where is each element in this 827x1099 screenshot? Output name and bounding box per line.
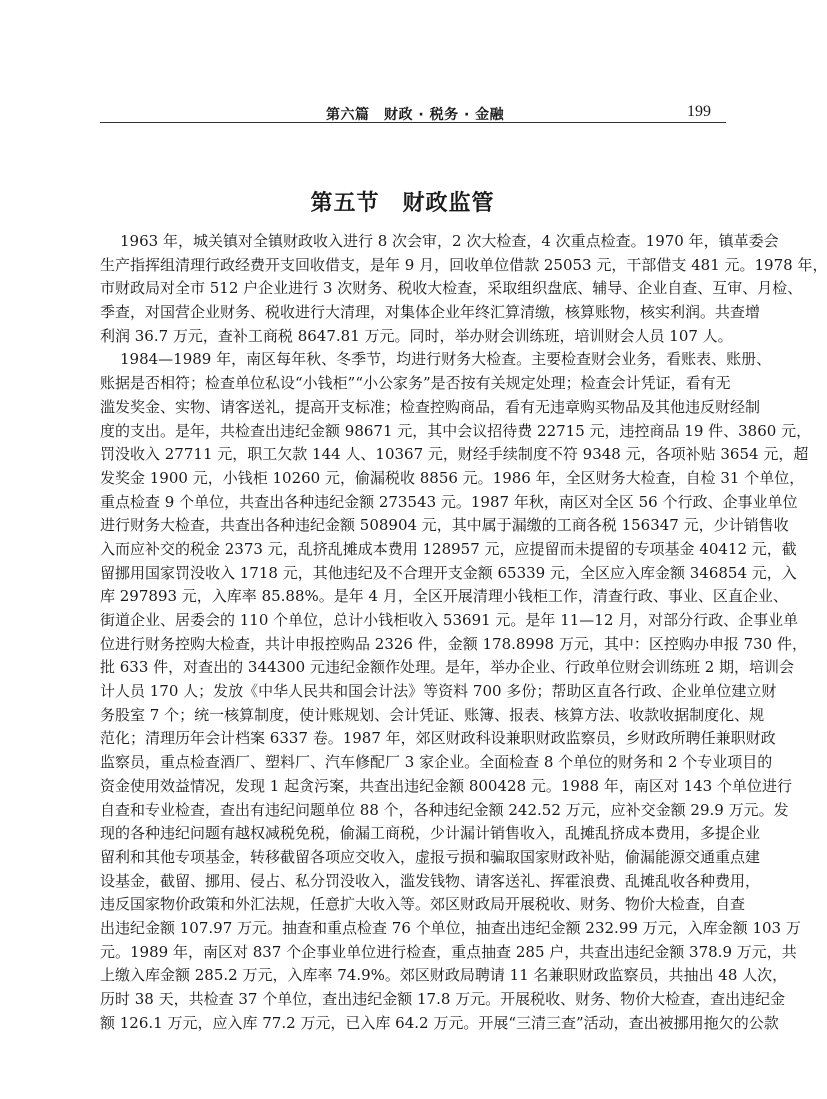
text-line: 违反国家物价政策和外汇法规，任意扩大收入等。郊区财政局开展税收、财务、物价大检查，自查 [100, 895, 746, 914]
text-line: 重点检查 9 个单位，共查出各种违纪金额 273543 元。1987 年秋，南区对全区 56 个行政、企事业单位 [100, 492, 798, 511]
paragraph [100, 230, 827, 348]
text-line: 市财政局对全市 512 户企业进行 3 次财务、税收大检查，采取组织盘底、辅导、企业自查、互审、月检、 [100, 279, 803, 298]
text-line: 留挪用国家罚没收入 1718 元，其他违纪及不合理开支金额 65339 元，全区应入库金额 346854 元，入 [100, 563, 797, 582]
text-line: 上缴入库金额 285.2 万元，入库率 74.9%。郊区财政局聘请 11 名兼职财政监察员，共抽出 48 人次， [100, 966, 788, 985]
body-text [100, 230, 827, 1035]
page-number: 199 [687, 103, 711, 120]
text-line: 发奖金 1900 元，小钱柜 10260 元，偷漏税收 8856 元。1986 年，全区财务大检查，自检 31 个单位， [100, 468, 805, 487]
running-head [100, 104, 726, 123]
text-line: 罚没收入 27711 元，职工欠款 144 人、10367 元，财经手续制度不符 9348 元，各项补贴 3654 元，超 [100, 445, 809, 464]
text-line: 历时 38 天，共检查 37 个单位，查出违纪金额 17.8 万元。开展税收、财务、物价大检查，查出违纪金 [100, 990, 786, 1008]
text-line: 位进行财务控购大检查，共计申报控购品 2326 件，金额 178.8998 万元，其中：区控购办申报 730 件， [100, 634, 807, 653]
text-line: 度的支出。是年，共检查出违纪金额 98671 元，其中会议招待费 22715 元，违控商品 19 件、3860 元， [100, 421, 812, 440]
text-line: 范化；清理历年会计档案 6337 卷。1987 年，郊区财政科设兼职财政监察员，乡财政所聘任兼职财政 [100, 729, 776, 748]
section-title: 第五节 财政监管 [310, 191, 495, 216]
text-line: 额 126.1 万元，应入库 77.2 万元，已入库 64.2 万元。开展“三清三查”活动，查出被挪用拖欠的公款 [100, 1013, 779, 1032]
text-line: 账据是否相符；检查单位私设“小钱柜”“小公家务”是否按有关规定处理；检查会计凭证，看有无 [100, 374, 731, 393]
text-line: 现的各种违纪问题有越权减税免税，偷漏工商税，少计漏计销售收入，乱摊乱挤成本费用，多提企业 [100, 824, 761, 843]
text-line: 监察员，重点检查酒厂、塑料厂、汽车修配厂 3 家企业。全面检查 8 个单位的财务和 2 个专业项目的 [100, 753, 773, 772]
text-line: 1963 年，城关镇对全镇财政收入进行 8 次会审，2 次大检查，4 次重点检查。1970 年，镇革委会 [120, 232, 779, 250]
text-line: 出违纪金额 107.97 万元。抽查和重点检查 76 个单位，抽查出违纪金额 232.99 万元，入库金额 103 万 [100, 918, 801, 937]
text-line: 资金使用效益情况，发现 1 起贪污案，共查出违纪金额 800428 元。1988 年，南区对 143 个单位进行 [100, 776, 792, 795]
running-head-title: 第六篇 财政 · 税务 · 金融 [326, 107, 505, 123]
text-line: 批 633 件，对查出的 344300 元违纪金额作处理。是年，举办企业、行政单位财会训练班 2 期，培训会 [100, 658, 795, 677]
text-line: 1984—1989 年，南区每年秋、冬季节，均进行财务大检查。主要检查财会业务，看账表、账册、 [120, 350, 772, 369]
text-line: 生产指挥组清理行政经费开支回收借支，是年 9 月，回收单位借款 25053 元，干部借支 481 元。1978 年， [100, 255, 827, 274]
text-line: 街道企业、居委会的 110 个单位，总计小钱柜收入 53691 元。是年 11—12 月，对部分行政、企事业单 [100, 611, 799, 629]
text-line: 自查和专业检查，查出有违纪问题单位 88 个，各种违纪金额 242.52 万元，应补交金额 29.9 万元。发 [100, 800, 789, 819]
text-line: 入而应补交的税金 2373 元，乱挤乱摊成本费用 128957 元，应提留而未提留的专项基金 40412 元，截 [100, 539, 797, 558]
text-line: 进行财务大检查，共查出各种违纪金额 508904 元，其中属于漏缴的工商各税 156347 元，少计销售收 [100, 516, 789, 535]
text-line: 库 297893 元，入库率 85.88%。是年 4 月，全区开展清理小钱柜工作，清查行政、事业、区直企业、 [100, 587, 788, 606]
text-line: 务股室 7 个；统一核算制度，使计账规划、会计凭证、账簿、报表、核算方法、收款收据制度化、规 [100, 705, 765, 724]
text-line: 计人员 170 人；发放《中华人民共和国会计法》等资料 700 多份；帮助区直各行政、企业单位建立财 [100, 682, 777, 701]
text-line: 利润 36.7 万元，查补工商税 8647.81 万元。同时，举办财会训练班，培训财会人员 107 人。 [100, 326, 733, 345]
text-line: 设基金，截留、挪用、侵占、私分罚没收入，滥发钱物、请客送礼、挥霍浪费、乱摊乱收各种费用， [100, 871, 761, 890]
text-line: 留利和其他专项基金，转移截留各项应交收入，虚报亏损和骗取国家财政补贴，偷漏能源交通重点建 [100, 847, 761, 866]
paragraph [100, 348, 812, 1035]
text-line: 滥发奖金、实物、请客送礼，提高开支标准；检查控购商品，看有无违章购买物品及其他违反财经制 [100, 397, 761, 416]
text-line: 元。1989 年，南区对 837 个企事业单位进行检查，重点抽查 285 户，共查出违纪金额 378.9 万元，共 [100, 942, 797, 961]
text-line: 季查，对国营企业财务、税收进行大清理，对集体企业年终汇算清缴，核算账物，核实利润。共查增 [100, 303, 761, 322]
